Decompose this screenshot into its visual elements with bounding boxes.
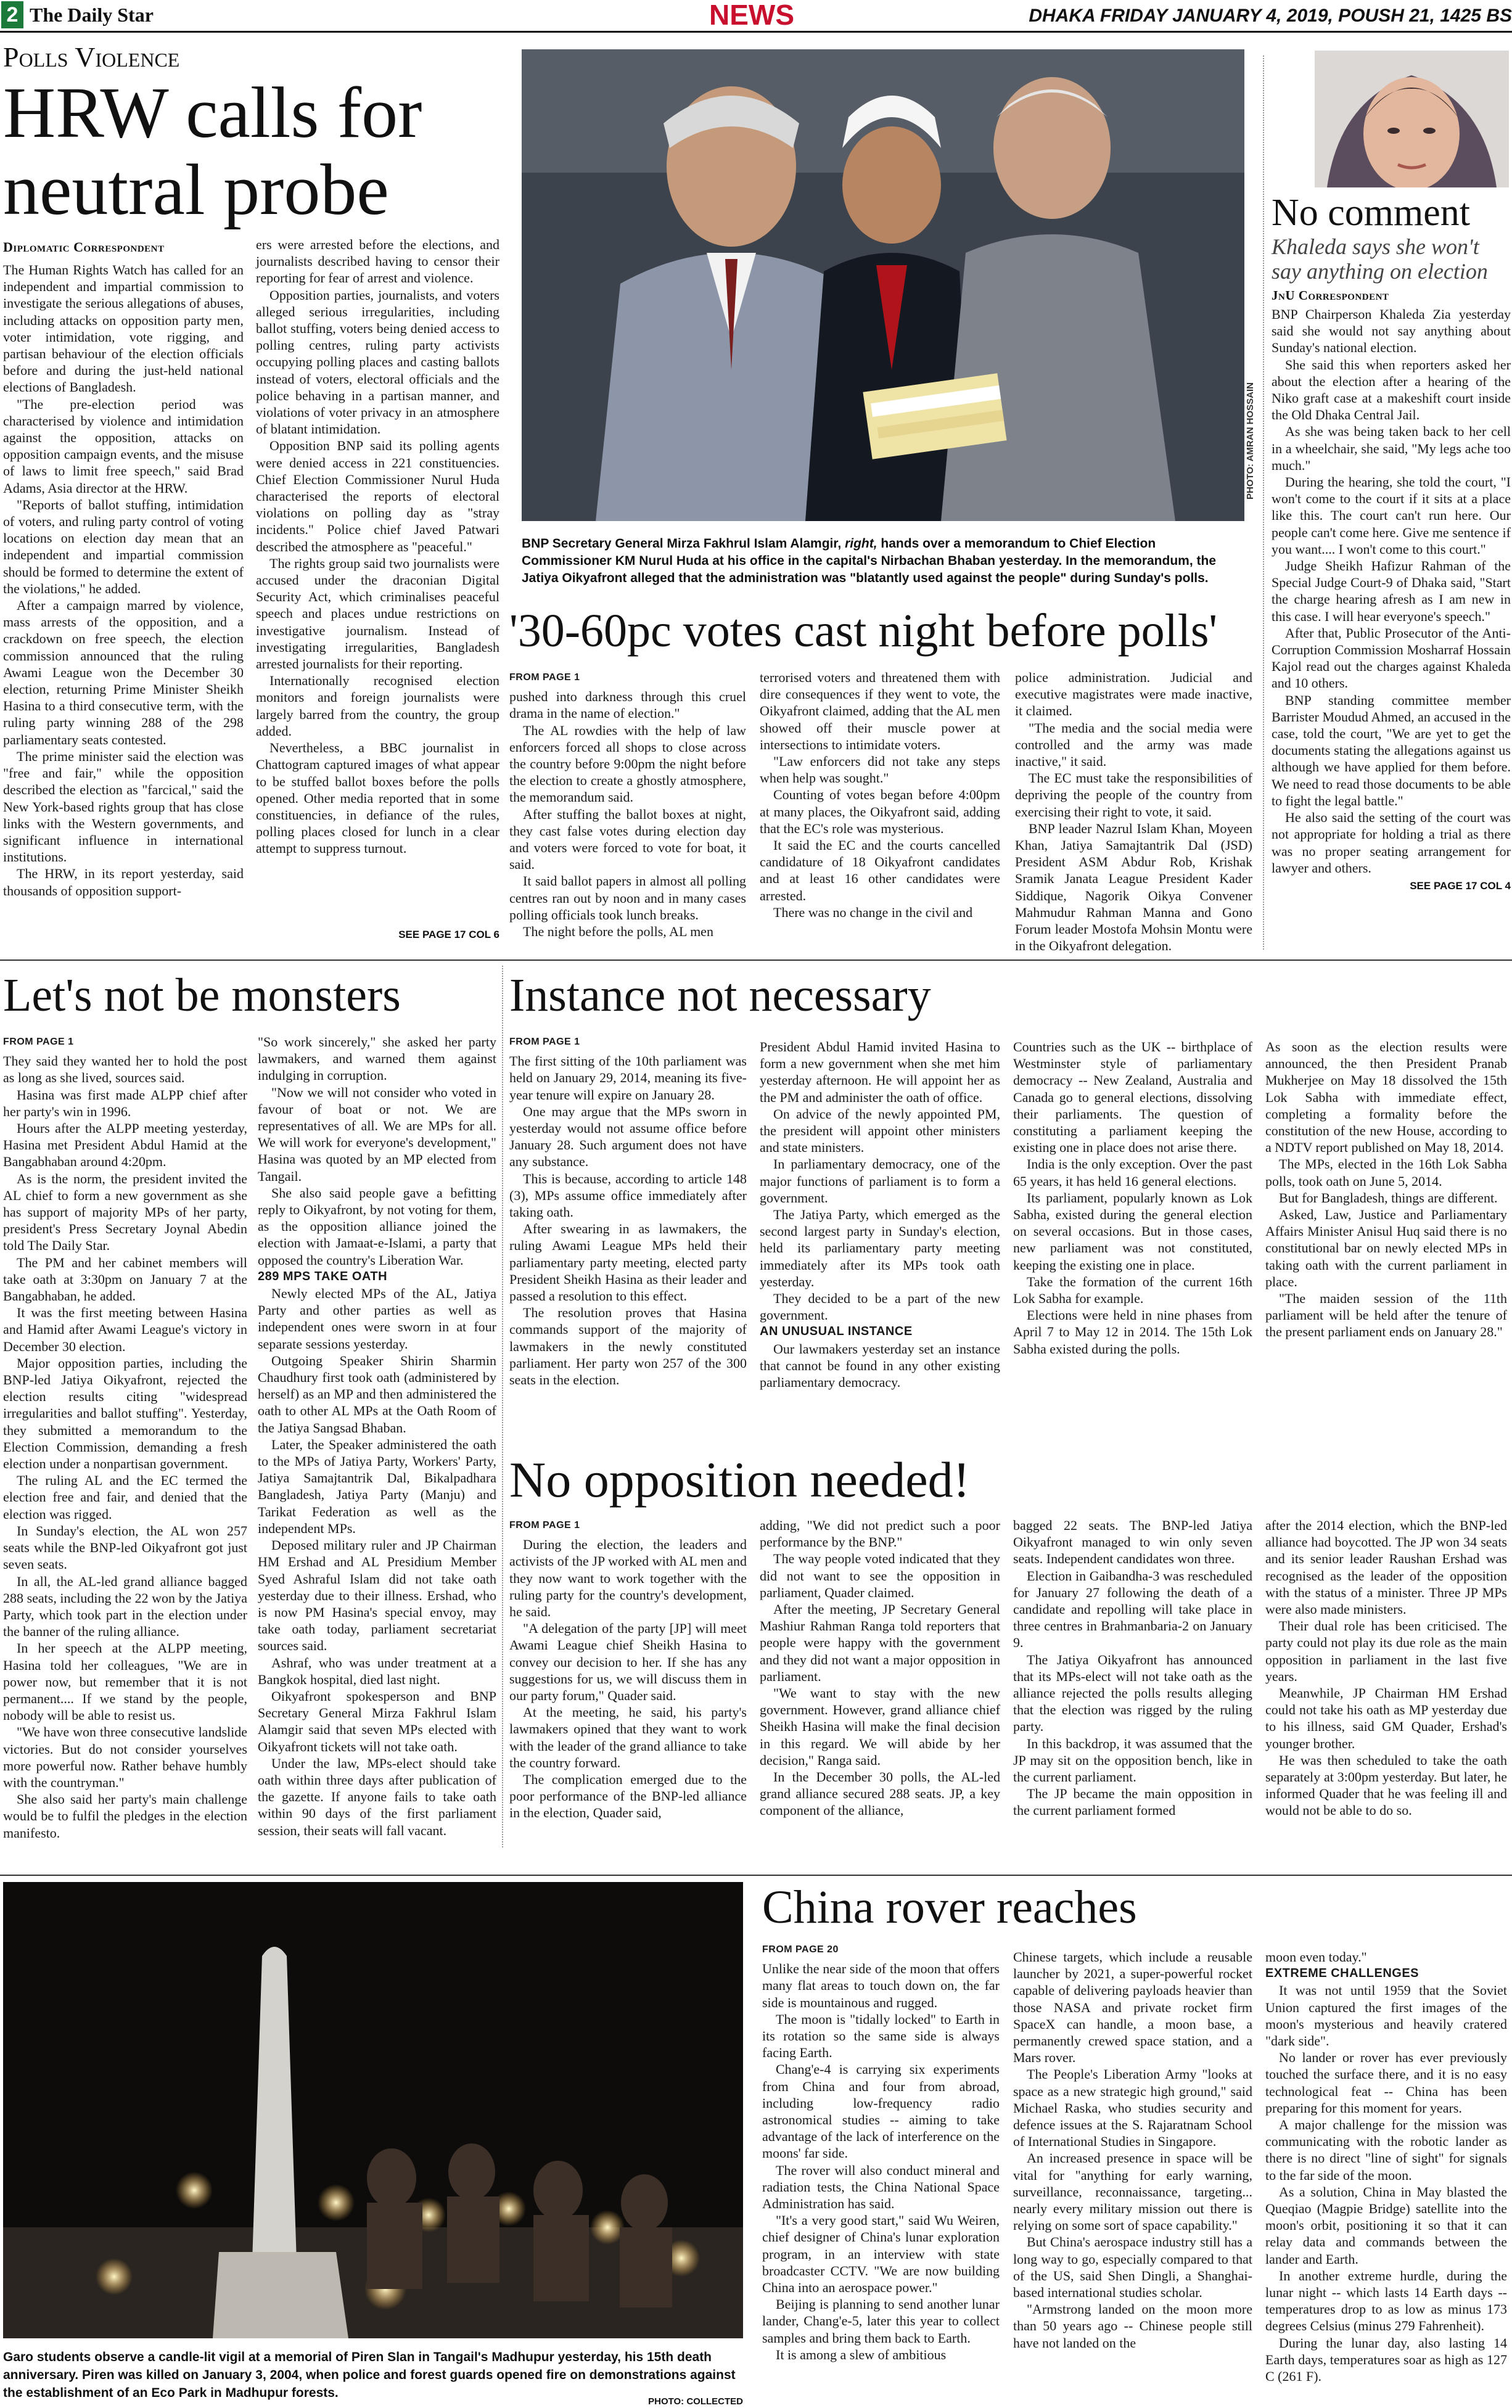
instance-column-1 <box>509 1033 747 1388</box>
khaleda-body <box>1272 306 1511 876</box>
paragraph: The AL rowdies with the help of law enforcers forced all shops to close across the country before 9:00pm the night before the election to create a ghostly atmosphere, the memorandum said. <box>509 722 746 805</box>
paragraph: After that, Public Prosecutor of the Anti-Corruption Commission Mosharraf Hossain Kajol read out the charges against Khaleda and 10 others. <box>1272 625 1511 691</box>
paragraph: She said this when reporters asked her about the election after a hearing of the Niko graft case at a makeshift court inside the Old Dhaka Central Jail. <box>1272 356 1511 423</box>
paragraph: "It's a very good start," said Wu Weiren, chief designer of China's lunar exploration program, in an interview with state broadcaster CCTV. "We are now building China into an aerospace power." <box>762 2213 1000 2296</box>
paragraph: ers were arrested before the elections, and journalists described having to censor their reporting for fear of arrest and violence. <box>256 237 499 286</box>
section-rule-2 <box>0 1875 1512 1876</box>
paragraph: "So work sincerely," she asked her party lawmakers, and warned them against indulging in corruption. <box>258 1034 496 1083</box>
paragraph: The moon is "tidally locked" to Earth in its rotation so the same side is always facing Earth. <box>762 2011 1000 2061</box>
paragraph: In her speech at the ALPP meeting, Hasina told her colleagues, "We are in power now, but remember that it is not permanent.... If we stand by the people, nobody will be able to resist us. <box>3 1640 247 1724</box>
paragraph: Internationally recognised election monitors and foreign journalists were largely barred from the country, the group added. <box>256 673 499 739</box>
vigil-caption-text: Garo students observe a candle-lit vigil at a memorial of Piren Slan in Tangail's Madhupur yesterday, his 15th death anniversary. Piren was killed on January 3, 2004, when police and forest guards opened fire on demonstrations against the establishment of an Eco Park in Madhupur forests. <box>3 2350 736 2400</box>
paragraph: After stuffing the ballot boxes at night, they cast false votes during election day and voters were forced to vote for boat, it said. <box>509 806 746 873</box>
paragraph: Hours after the ALPP meeting yesterday, Hasina met President Abdul Hamid at the Bangabhaban around 4:20pm. <box>3 1120 247 1170</box>
paragraph: Ashraf, who was under treatment at a Bangkok hospital, died last night. <box>258 1654 496 1687</box>
paragraph: It was not until 1959 that the Soviet Union captured the first images of the moon's mysterious and heavily cratered "dark side". <box>1265 1983 1507 2049</box>
paragraph: Later, the Speaker administered the oath to the MPs of Jatiya Party, Workers' Party, Jatiya Samajtantrik Dal, Bikalpadhara Bangladesh, Jatiya Party (Manju) and Tarikat Federation as well as the independent MPs. <box>258 1436 496 1536</box>
paragraph: Opposition BNP said its polling agents were denied access in 221 constituencies. Chief Election Commissioner Nurul Huda characterised the reports of electoral violations on polling day as "stray incidents." Police chief Javed Patwari described the atmosphere as "peaceful." <box>256 438 499 554</box>
paragraph: The rights group said two journalists were accused under the draconian Digital Security Act, which criminalises peaceful speech and places undue restrictions on investigative journalism. Instead of investigating irregularities, Bangladesh arrested journalists for their reporting. <box>256 555 499 672</box>
khaleda-portrait <box>1315 51 1509 187</box>
opposition-column-1 <box>509 1517 747 1822</box>
paragraph: It said the EC and the courts cancelled candidature of 18 Oikyafront candidates and at least 16 other candidates were arrested. <box>760 837 1000 903</box>
instance-column-4 <box>1265 1038 1507 1341</box>
paragraph: "Law enforcers did not take any steps when help was sought." <box>760 754 1000 786</box>
paragraph: It said ballot papers in almost all polling centres ran out by noon and in many cases polling officials took lunch breaks. <box>509 873 746 923</box>
paragraph: BNP standing committee member Barrister Moudud Ahmed, an accused in the case, told the court, "We are yet to get the documents stating the allegations against us although we have applied for them before. We need to read those documents to be able to fight the legal battle." <box>1272 692 1511 808</box>
paragraph: No lander or rover has ever previously touched the surface there, and it is no easy technological feat -- China has been preparing for this moment for years. <box>1265 2050 1507 2116</box>
paragraph: The ruling AL and the EC termed the election free and fair, and denied that the election was rigged. <box>3 1473 247 1522</box>
vigil-caption <box>3 2348 743 2408</box>
votes-from-page: FROM PAGE 1 <box>509 672 580 683</box>
paragraph: Beijing is planning to send another lunar lander, Chang'e-5, later this year to collect samples and bring them back to Earth. <box>762 2296 1000 2346</box>
paragraph: The way people voted indicated that they did not want to see the opposition in parliament, Quader claimed. <box>760 1551 1000 1600</box>
paragraph: At the meeting, he said, his party's lawmakers opined that they want to work with the leader of the grand alliance to take the country forward. <box>509 1704 747 1770</box>
memorandum-photo <box>522 49 1244 521</box>
paragraph: The complication emerged due to the poor performance of the BNP-led alliance in the election, Quader said, <box>509 1772 747 1821</box>
paragraph: after the 2014 election, which the BNP-led alliance had boycotted. The JP won 34 seats and its senior leader Raushan Ershad was recognised as the leader of the opposition with the status of a minister. Three JP MPs were also made ministers. <box>1265 1518 1507 1617</box>
section-rule-1 <box>0 960 1512 961</box>
paragraph: In all, the AL-led grand alliance bagged 288 seats, including the 22 won by the Jatiya Party, which took part in the election under the banner of the ruling alliance. <box>3 1573 247 1640</box>
page-number-badge: 2 <box>1 1 23 28</box>
paragraph: Oikyafront spokesperson and BNP Secretary General Mirza Fakhrul Islam Alamgir said that seven MPs elected with Oikyafront tickets will not take oath. <box>258 1688 496 1754</box>
opposition-column-2 <box>760 1517 1000 1819</box>
hrw-column-2 <box>256 236 499 857</box>
memorandum-photo-illustration <box>522 49 1244 521</box>
monsters-headline: Let's not be monsters <box>3 969 401 1021</box>
paragraph: Under the law, MPs-elect should take oath within three days after publication of the gazette. If anyone fails to take oath within 90 days of the first parliament session, their seats will fall vacant. <box>258 1755 496 1838</box>
hrw-kicker: Polls Violence <box>3 41 180 73</box>
paragraph: There was no change in the civil and <box>773 904 973 920</box>
header-rule <box>0 31 1512 33</box>
dateline: DHAKA FRIDAY JANUARY 4, 2019, POUSH 21, 1425 BS <box>1029 6 1512 26</box>
china-from-page: FROM PAGE 20 <box>762 1944 839 1955</box>
paragraph: bagged 22 seats. The BNP-led Jatiya Oikyafront managed to win only seven seats. Independent candidates won three. <box>1013 1518 1252 1567</box>
paragraph: She also said her party's main challenge would be to fulfil the pledges in the election manifesto. <box>3 1791 247 1841</box>
paragraph: "The pre-election period was characterised by violence and intimidation against the opposition, attacks on opposition campaign events, and the misuse of laws to limit free speech," said Brad Adams, Asia director at the HRW. <box>3 396 244 496</box>
monsters-column-1 <box>3 1033 247 1841</box>
china-subhead: EXTREME CHALLENGES <box>1265 1966 1420 1981</box>
paragraph: As soon as the election results were announced, the then President Pranab Mukherjee on May 18 dissolved the 15th Lok Sabha with immediate effect, completing a formality before the constitution of the new House, according to a NDTV report published on May 18, 2014. <box>1265 1039 1507 1156</box>
opposition-from-page: FROM PAGE 1 <box>509 1520 580 1531</box>
paragraph: The first sitting of the 10th parliament was held on January 29, 2014, meaning its five-year tenure will expire on January 28. <box>509 1053 747 1103</box>
paragraph: After a campaign marred by violence, mass arrests of the opposition, and a crackdown on free speech, the election commission announced that the ruling Awami League won the December 30 election, returning Prime Minister Sheikh Hasina to a third consecutive term, with the ruling party winning 288 of the 298 parliamentary seats contested. <box>3 598 244 747</box>
paragraph: BNP Chairperson Khaleda Zia yesterday said she would not say anything about Sunday's national election. <box>1272 306 1511 356</box>
paragraph: As a solution, China in May blasted the Queqiao (Magpie Bridge) satellite into the moon's orbit, positioning it so that it can relay data and commands between the lander and Earth. <box>1265 2184 1507 2267</box>
votes-column-2 <box>760 669 1000 921</box>
paragraph: The night before the polls, AL men <box>523 924 713 940</box>
paragraph: During the election, the leaders and activists of the JP worked with AL men and they now want to work together with the ruling party for the country's development, he said. <box>509 1537 747 1620</box>
paragraph: moon even today." <box>1265 1949 1367 1965</box>
hrw-story <box>3 42 504 955</box>
paragraph: The Human Rights Watch has called for an independent and impartial commission to investigate the serious allegations of abuses, including attacks on opposition party men, voter intimidation, vote rigging, and partisan behaviour of the election officials before and during the just-held national elections of Bangladesh. <box>3 262 244 395</box>
monsters-column-2 <box>258 1033 496 1839</box>
hrw-column-1 <box>3 261 244 899</box>
khaleda-portrait-illustration <box>1315 51 1509 187</box>
hrw-headline: HRW calls for neutral probe <box>3 72 422 230</box>
paragraph: Nevertheless, a BBC journalist in Chattogram captured images of what appear to be stuffed ballot boxes before the polls opened. Other media reported that in some constituencies, in defiance of the rules, polling places closed for lunch in a clear attempt to suppress turnout. <box>256 740 499 857</box>
paragraph: An increased presence in space will be vital for "anything for early warning, surveillance, reconnaissance, targeting... nearly every military mission out there is relying on some sort of space capability." <box>1013 2150 1252 2233</box>
paragraph: The JP became the main opposition in the current parliament formed <box>1013 1786 1252 1818</box>
paragraph: adding, "We did not predict such a poor performance by the BNP." <box>760 1518 1000 1550</box>
paragraph: Asked, Law, Justice and Parliamentary Affairs Minister Anisul Huq said there is no constitutional bar on newly elected MPs in taking oath with the current parliament in place. <box>1265 1207 1507 1289</box>
paragraph: "We want to stay with the new government. However, grand alliance chief Sheikh Hasina will make the final decision in this regard. We will abide by her decision," Ranga said. <box>760 1685 1000 1768</box>
paragraph: During the hearing, she told the court, "I won't come to the court if it sits at a place like this. The court can't run here. Our people can't come here. Give me sentence if you want.... I won't come to this court." <box>1272 474 1511 557</box>
paragraph: The EC must take the responsibilities of depriving the people of the country from exercising their right to vote, it said. <box>1015 770 1252 820</box>
paragraph: Chang'e-4 is carrying six experiments from China and four from abroad, including low-frequency radio astronomical studies -- aiming to take advantage of the lack of interference on the moons' far side. <box>762 2061 1000 2161</box>
paragraph: Take the formation of the current 16th Lok Sabha for example. <box>1013 1273 1252 1307</box>
paragraph: He was then scheduled to take the oath separately at 3:00pm yesterday. But later, he informed Quader that he was feeling ill and would not be able to do so. <box>1265 1752 1507 1818</box>
page-header <box>0 0 1512 32</box>
khaleda-see-page[interactable]: SEE PAGE 17 COL 4 <box>1410 879 1511 892</box>
paragraph: "Now we will not consider who voted in favour of boat or not. We are representatives of all. We are MPs for all. We will work for everyone's development," Hasina was quoted by an MP elected from Tangail. <box>258 1084 496 1184</box>
china-column-2 <box>1013 1949 1252 2351</box>
opposition-headline: No opposition needed! <box>509 1452 970 1508</box>
paragraph: In this backdrop, it was assumed that the JP may sit on the opposition bench, like in the current parliament. <box>1013 1735 1252 1785</box>
vigil-photo-illustration <box>3 1882 743 2338</box>
paragraph: They said they wanted her to hold the post as long as she lived, sources said. <box>3 1053 247 1086</box>
paragraph: The People's Liberation Army "looks at space as a new strategic high ground," said Michael Raska, who studies security and defence issues at the S. Rajaratnam School of International Studies in Singapore. <box>1013 2066 1252 2150</box>
paragraph: She also said people gave a befitting reply to Oikyafront, by not voting for them, as the opposition alliance joined the election with Jamaat-e-Islami, a party that opposed the country's Liberation War. <box>258 1185 496 1268</box>
caption-rest: hands over a memorandum to Chief Election Commissioner KM Nurul Huda at his office in the capital's Nirbachan Bhaban yesterday. In the memorandum, the Jatiya Oikyafront alleged that the administration was "blatantly used against the people" during Sunday's polls. <box>522 536 1216 585</box>
paragraph: As is the norm, the president invited the AL chief to form a new government as she has support of majority MPs of her party, president's Press Secretary Joynal Abedin told The Daily Star. <box>3 1170 247 1254</box>
paragraph: A major challenge for the mission was communicating with the robotic lander as there is no direct "line of sight" for signals to the far side of the moon. <box>1265 2117 1507 2183</box>
paragraph: Countries such as the UK -- birthplace of Westminster style of parliamentary democracy -- New Zealand, Australia and Canada go to general elections, dissolving their parliaments. The question of constituting a parliament keeping the existing one in place does not arise there. <box>1013 1039 1252 1156</box>
paragraph: "The media and the social media were controlled and the army was made inactive," it said. <box>1015 720 1252 770</box>
memorandum-photo-credit-label: PHOTO: AMRAN HOSSAIN <box>1245 382 1255 500</box>
khaleda-story <box>1272 191 1511 892</box>
paragraph: The Jatiya Oikyafront has announced that its MPs-elect will not take oath as the alliance rejected the polls results alleging that the election was rigged by the ruling party. <box>1013 1651 1252 1735</box>
votes-column-1 <box>509 669 746 940</box>
paragraph: terrorised voters and threatened them with dire consequences if they went to vote, the Oikyafront claimed, adding that the AL men showed off their muscle power at intersections to intimidate voters. <box>760 670 1000 752</box>
paragraph: Meanwhile, JP Chairman HM Ershad could not take his oath as MP yesterday due to his illness, said GM Quader, Ershad's younger brother. <box>1265 1685 1507 1751</box>
monsters-from-page: FROM PAGE 1 <box>3 1037 74 1047</box>
paragraph: "We have won three consecutive landslide victories. But do not consider yourselves more powerful now. Rather behave humbly with the countryman." <box>3 1724 247 1790</box>
paragraph: Judge Sheikh Hafizur Rahman of the Special Judge Court-9 of Dhaka said, "Start the charge hearing afresh as I am new in this case. I will hear everyone's speech." <box>1272 558 1511 624</box>
paragraph: The HRW, in its report yesterday, said thousands of opposition support- <box>3 866 244 898</box>
paragraph: "Armstrong landed on the moon more than 50 years ago -- Chinese people still have not landed on the <box>1013 2301 1252 2351</box>
paragraph: "The maiden session of the 11th parliament will be held after the tenure of the present parliament ends on January 28." <box>1265 1291 1507 1340</box>
paragraph: They decided to be a part of the new government. <box>760 1291 1000 1323</box>
paragraph: The rover will also conduct mineral and radiation tests, the China National Space Administration has said. <box>762 2162 1000 2212</box>
paragraph: Opposition parties, journalists, and voters alleged serious irregularities, including ballot stuffing, voters being denied access to polling centres, ruling party activists occupying polling places and casting ballots instead of voters, electoral officials and the police behaving in a partisan manner, and violations of voter privacy in an atmosphere of blatant intimidation. <box>256 287 499 437</box>
paragraph: The MPs, elected in the 16th Lok Sabha polls, took oath on June 5, 2014. <box>1265 1156 1507 1189</box>
caption-lead: BNP Secretary General Mirza Fakhrul Islam Alamgir, <box>522 536 842 551</box>
paragraph: "Reports of ballot stuffing, intimidation of voters, and ruling party control of voting locations on election day mean that an independent and impartial commission should be formed to determine the extent of the violations," he added. <box>3 496 244 596</box>
monsters-subhead: 289 MPS TAKE OATH <box>258 1269 388 1283</box>
paragraph: In Sunday's election, the AL won 257 seats while the BNP-led Oikyafront got just seven seats. <box>3 1522 247 1572</box>
paragraph: As she was being taken back to her cell in a wheelchair, she said, "My legs ache too much." <box>1272 424 1511 473</box>
paragraph: Chinese targets, which include a reusable launcher by 2021, a super-powerful rocket capable of delivering payloads heavier than those NASA and private rocket firm SpaceX can handle, a moon base, a permanently crewed space station, and a Mars rover. <box>1013 1949 1252 2066</box>
paragraph: Their dual role has been criticised. The party could not play its due role as the main opposition in parliament in the last five years. <box>1265 1618 1507 1684</box>
paragraph: Our lawmakers yesterday set an instance that cannot be found in any other existing parliamentary democracy. <box>760 1341 1000 1391</box>
paragraph: Elections were held in nine phases from April 7 to May 12 in 2014. The 15th Lok Sabha existed during the polls. <box>1013 1307 1252 1357</box>
khaleda-deck: Khaleda says she won't say anything on election <box>1272 234 1488 284</box>
paragraph: India is the only exception. Over the past 65 years, it has held 16 general elections. <box>1013 1156 1252 1189</box>
paragraph: President Abdul Hamid invited Hasina to form a new government when she met him yesterday afternoon. He will appoint her as the PM and administer the oath of office. <box>760 1039 1000 1105</box>
paragraph: On advice of the newly appointed PM, the president will appoint other ministers and state ministers. <box>760 1106 1000 1156</box>
paragraph: "A delegation of the party [JP] will meet Awami League chief Sheikh Hasina to convey our decision to her. If she has any suggestions for us, we will discuss them in our party forum," Quader said. <box>509 1621 747 1704</box>
instance-from-page: FROM PAGE 1 <box>509 1037 580 1047</box>
masthead: The Daily Star <box>30 4 154 26</box>
china-column-3 <box>1265 1949 1507 2385</box>
paragraph: Newly elected MPs of the AL, Jatiya Party and other parties as well as independent ones were sworn in at four separate sessions yesterday. <box>258 1286 496 1352</box>
instance-headline: Instance not necessary <box>509 969 931 1021</box>
paragraph: It was the first meeting between Hasina and Hamid after Awami League's victory in December 30 election. <box>3 1305 247 1354</box>
paragraph: During the lunar day, also lasting 14 Earth days, temperatures soar as high as 127 C (261 F). <box>1265 2335 1507 2385</box>
khaleda-byline: JnU Correspondent <box>1272 288 1389 303</box>
paragraph: But for Bangladesh, things are different. <box>1279 1190 1498 1206</box>
khaleda-headline: No comment <box>1272 192 1470 234</box>
paragraph: The resolution proves that Hasina commands support of the majority of lawmakers in the newly constituted parliament. Her party won 257 of the 300 seats in the election. <box>509 1305 747 1388</box>
paragraph: Hasina was first made ALPP chief after her party's win in 1996. <box>3 1087 247 1119</box>
paragraph: The Jatiya Party, which emerged as the second largest party in Sunday's election, held its parliamentary party meeting immediately after its MPs took oath yesterday. <box>760 1207 1000 1289</box>
paragraph: After the meeting, JP Secretary General Mashiur Rahman Ranga told reporters that people were happy with the government and they did not want a major opposition in parliament. <box>760 1601 1000 1684</box>
paragraph: The PM and her cabinet members will take oath at 3:30pm on January 7 at the Bangabhaban, he added. <box>3 1254 247 1304</box>
votes-headline: '30-60pc votes cast night before polls' <box>509 605 1218 657</box>
paragraph: In parliamentary democracy, one of the major functions of parliament is to form a government. <box>760 1156 1000 1206</box>
paragraph: In another extreme hurdle, during the lunar night -- which lasts 14 Earth days -- temperatures drop to as low as minus 173 degrees Celsius (minus 279 Fahrenheit). <box>1265 2267 1507 2334</box>
vigil-photo <box>3 1882 743 2338</box>
paragraph: police administration. Judicial and executive magistrates were made inactive, it claimed. <box>1015 670 1252 719</box>
paragraph: This is because, according to article 148 (3), MPs assume office immediately after taking oath. <box>509 1170 747 1220</box>
paragraph: Deposed military ruler and JP Chairman HM Ershad and AL Presidium Member Syed Ashraful Islam did not take oath yesterday due to their illness. Ershad, who is now PM Hasina's special envoy, may take oath today, parliament secretariat sources said. <box>258 1537 496 1654</box>
paragraph: Its parliament, popularly known as Lok Sabha, existed during the general election on several occasions. But in those cases, new parliament was not constituted, keeping the existing one in place. <box>1013 1190 1252 1273</box>
china-column-1 <box>762 1941 1000 2363</box>
votes-column-3 <box>1015 669 1252 954</box>
paragraph: Major opposition parties, including the BNP-led Jatiya Oikyafront, rejected the election results citing "widespread irregularities and ballot stuffing". Yesterday, they submitted a memorandum to the Election Commission, demanding a fresh election under a nonpartisan government. <box>3 1355 247 1472</box>
khaleda-divider <box>1263 55 1264 950</box>
hrw-byline: Diplomatic Correspondent <box>3 239 165 255</box>
paragraph: After swearing in as lawmakers, the ruling Awami League MPs held their parliamentary party meeting, elected party President Sheikh Hasina as their leader and passed a resolution to this effect. <box>509 1221 747 1304</box>
opposition-column-4 <box>1265 1517 1507 1819</box>
instance-column-3 <box>1013 1038 1252 1357</box>
caption-emphasis: right, <box>845 536 877 551</box>
paragraph: BNP leader Nazrul Islam Khan, Moyeen Khan, Jatiya Samajtantrik Dal (JSD) President ASM Abdur Rob, Krishak Sramik Janata League President Kader Siddique, Nagorik Oikya Convener Mahmudur Rahman Manna and Gono Forum leader Mostofa Mohsin Montu were in the Oikyafront delegation. <box>1015 820 1252 954</box>
hrw-see-page[interactable]: SEE PAGE 17 COL 6 <box>398 929 499 940</box>
opposition-column-3 <box>1013 1517 1252 1819</box>
vigil-credit: PHOTO: COLLECTED <box>648 2396 743 2407</box>
paragraph: Counting of votes began before 4:00pm at many places, the Oikyafront said, adding that the EC's role was mysterious. <box>760 787 1000 836</box>
paragraph: The prime minister said the election was "free and fair," while the opposition described the election as "farcical," said the New York-based rights group that has close links with the Western governments, and significant influence in international institutions. <box>3 748 244 865</box>
paragraph: But China's aerospace industry still has a long way to go, especially compared to that of the US, said Shen Dingli, a Shanghai-based international studies scholar. <box>1013 2234 1252 2301</box>
paragraph: It is among a slew of ambitious <box>776 2346 947 2362</box>
paragraph: In the December 30 polls, the AL-led grand alliance secured 288 seats. JP, a key component of the alliance, <box>760 1769 1000 1818</box>
section-label: NEWS <box>709 0 794 31</box>
memorandum-photo-caption <box>522 535 1237 587</box>
paragraph: He also said the setting of the court was not appropriate for holding a trial as there was no proper seating arrangement for lawyer and others. <box>1272 810 1511 876</box>
paragraph: pushed into darkness through this cruel drama in the name of election." <box>509 689 746 721</box>
china-headline: China rover reaches <box>762 1881 1137 1933</box>
paragraph: One may argue that the MPs sworn in yesterday would not assume office before January 28. Such argument does not have any substance. <box>509 1103 747 1170</box>
instance-subhead: AN UNUSUAL INSTANCE <box>760 1325 913 1339</box>
paragraph: Unlike the near side of the moon that offers many flat areas to touch down on, the far side is mountainous and rugged. <box>762 1961 1000 2010</box>
instance-column-2 <box>760 1038 1000 1391</box>
paragraph: Election in Gaibandha-3 was rescheduled for January 27 following the death of a candidate and repolling will take place in three centres in Brahmanbaria-2 on January 9. <box>1013 1568 1252 1651</box>
monsters-divider <box>502 966 503 1847</box>
paragraph: Outgoing Speaker Shirin Sharmin Chaudhury first took oath (administered by herself) as an MP and then administered the oath to other AL MPs at the Oath Room of the Jatiya Sangsad Bhaban. <box>258 1352 496 1436</box>
